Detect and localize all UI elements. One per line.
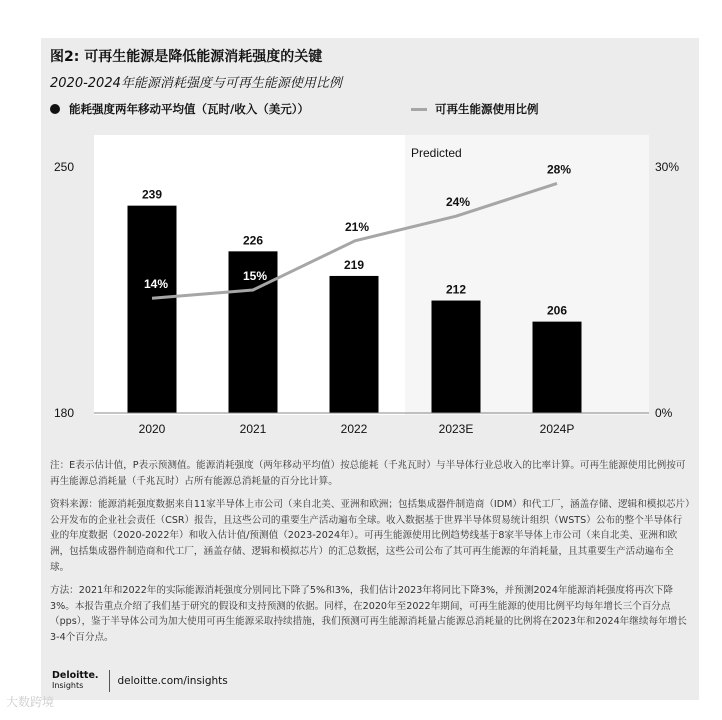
bar-value-label: 239 bbox=[141, 187, 163, 202]
line-value-label: 28% bbox=[546, 162, 572, 177]
x-tick-label: 2024P bbox=[539, 422, 575, 436]
logo-line-2: Insights bbox=[52, 681, 84, 690]
bar-2020 bbox=[128, 206, 177, 413]
legend-bar bbox=[50, 101, 309, 117]
notes-section bbox=[50, 458, 690, 654]
y-left-tick-bottom: 180 bbox=[54, 406, 75, 420]
bar-value-label: 219 bbox=[343, 257, 365, 272]
line-value-label: 24% bbox=[445, 195, 471, 210]
source-text: 资料来源：能源消耗强度数据来自11家半导体上市公司（来自北美、亚洲和欧洲；包括集成器件制造商（IDM）和代工厂，涵盖存储、逻辑和模拟芯片）公开发布的企业社会责任（CSR）报告，且这些公司的重要生产活动遍布全球。收入数据基于世界半导体贸易统计组织（WSTS）公布的整个半导体行业的年度数据（2020-2022年）和收入估计值/预测值（2023-2024年）。可再生能源使用比例趋势线基于8家半导体上市公司（来自北美、亚洲和欧洲，包括集成器件制造商和代工厂，涵盖存储、逻辑和模拟芯片）的汇总数据，这些公司公布了其可再生能源的年消耗量，且其重要生产活动遍布全球。 bbox=[50, 499, 690, 573]
bar-2023E bbox=[432, 301, 481, 413]
x-tick-label: 2023E bbox=[438, 422, 474, 436]
footer-url[interactable]: deloitte.com/insights bbox=[117, 675, 228, 687]
line-value-label: 21% bbox=[344, 219, 370, 234]
watermark: 大数跨境 bbox=[6, 695, 55, 709]
bar-value-label: 206 bbox=[546, 303, 568, 318]
legend-bar-marker bbox=[50, 104, 60, 114]
bar-2024P bbox=[533, 322, 582, 413]
figure-title: 图2: 可再生能源是降低能源消耗强度的关键 bbox=[50, 49, 323, 65]
footer-divider bbox=[109, 670, 110, 692]
note-text: 注：E表示估计值，P表示预测值。能源消耗强度（两年移动平均值）按总能耗（千兆瓦时）与半导体行业总收入的比率计算。可再生能源使用比例按可再生能源总消耗量（千兆瓦时）占所有能源总消耗量的百分比计算。 bbox=[50, 460, 686, 487]
line-value-label: 15% bbox=[242, 269, 268, 283]
method-text: 方法：2021年和2022年的实际能源消耗强度分别同比下降了5%和3%，我们估计2023年将同比下降3%，并预测2024年能源消耗强度将再次下降3%。本报告重点介绍了我们基于研究的假设和支持预测的依据。同样，在2020年至2022年期间，可再生能源的使用比例平均每年增长三个百分点（pps），鉴于半导体公司为加大使用可再生能源采取持续措施，我们预测可再生能源消耗量占能源总消耗量的比例将在2023年和2024年继续每年增长3-4个百分点。 bbox=[50, 585, 687, 643]
y-right-tick-top: 30% bbox=[655, 160, 680, 174]
legend-bar-label: 能耗强度两年移动平均值（瓦时/收入（美元）） bbox=[69, 102, 309, 116]
legend-line bbox=[411, 101, 539, 117]
logo-line-1: Deloitte. bbox=[52, 670, 99, 681]
y-left-tick-top: 250 bbox=[54, 160, 75, 174]
legend-line-marker bbox=[411, 108, 427, 111]
chart-area bbox=[41, 135, 699, 445]
predicted-label: Predicted bbox=[411, 146, 462, 160]
bar-2022 bbox=[330, 276, 379, 413]
x-tick-label: 2020 bbox=[138, 422, 166, 436]
legend-line-label: 可再生能源使用比例 bbox=[435, 102, 539, 116]
line-value-label: 14% bbox=[143, 277, 169, 292]
footer-brand bbox=[52, 670, 228, 692]
figure-subtitle: 2020-2024年能源消耗强度与可再生能源使用比例 bbox=[50, 76, 342, 91]
deloitte-logo bbox=[52, 671, 99, 691]
x-tick-label: 2022 bbox=[340, 422, 368, 436]
y-right-tick-bottom: 0% bbox=[655, 406, 673, 420]
bar-value-label: 226 bbox=[242, 233, 264, 248]
bar-value-label: 212 bbox=[445, 282, 467, 297]
x-tick-label: 2021 bbox=[239, 422, 267, 436]
